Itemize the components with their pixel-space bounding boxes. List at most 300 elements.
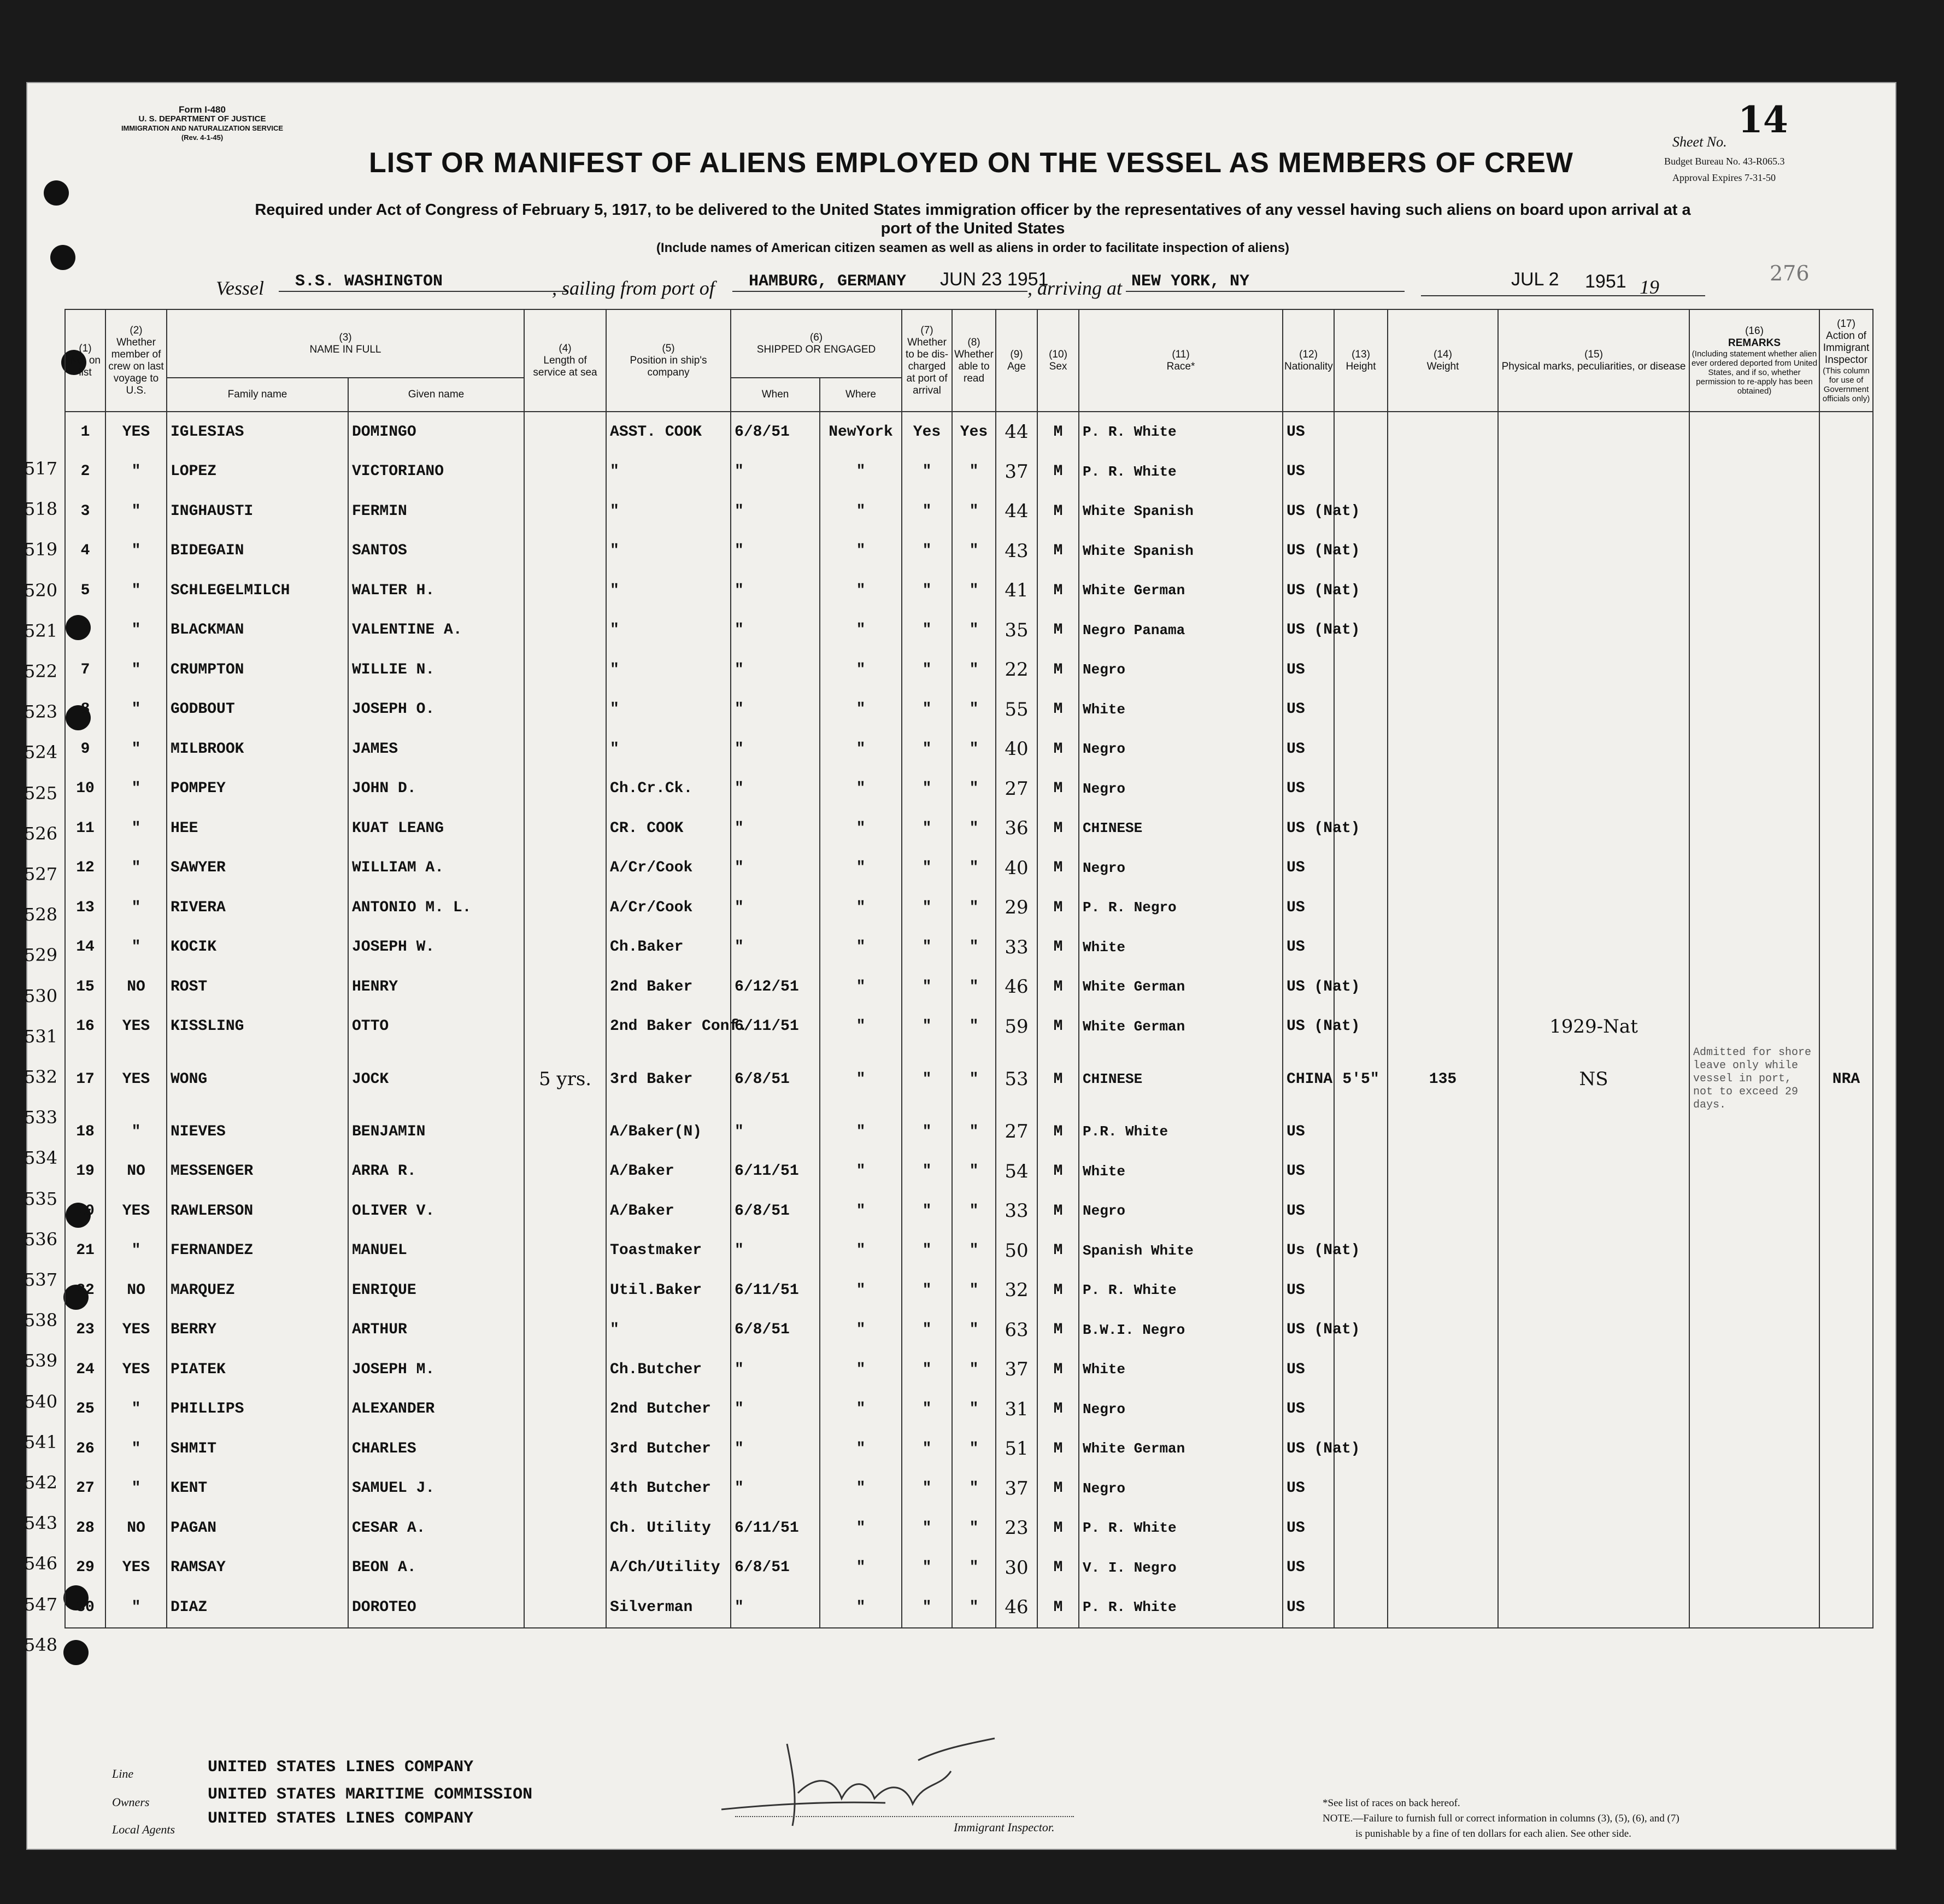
cell-nationality: US	[1283, 1270, 1334, 1310]
cell-inspector-action	[1819, 729, 1873, 769]
cell-nationality: US (Nat)	[1283, 571, 1334, 611]
cell-family-name: KISSLING	[167, 1007, 348, 1047]
cell-given-name: CHARLES	[348, 1429, 524, 1469]
margin-reference-number: 536	[24, 1228, 58, 1250]
cell-position: "	[606, 650, 731, 690]
crew-row	[65, 1152, 1873, 1192]
cell-given-name: JOSEPH O.	[348, 690, 524, 730]
cell-height	[1334, 1112, 1388, 1152]
cell-race: CHINESE	[1079, 1046, 1283, 1112]
cell-service-length	[524, 1152, 606, 1192]
cell-remarks	[1689, 452, 1819, 492]
cell-height	[1334, 690, 1388, 730]
cell-remarks	[1689, 888, 1819, 928]
cell-race: White Spanish	[1079, 531, 1283, 571]
cell-service-length	[524, 769, 606, 809]
cell-weight	[1388, 769, 1498, 809]
cell-race: P. R. White	[1079, 452, 1283, 492]
cell-physical-marks	[1498, 848, 1689, 888]
cell-given-name: VALENTINE A.	[348, 611, 524, 651]
cell-inspector-action	[1819, 1548, 1873, 1588]
cell-given-name: JOSEPH W.	[348, 928, 524, 968]
cell-nationality: US	[1283, 769, 1334, 809]
col-last-voyage-header: (2) Whether member of crew on last voyage to U.S.	[105, 309, 167, 412]
cell-service-length	[524, 690, 606, 730]
margin-reference-number: 520	[24, 579, 58, 601]
vessel-name: S.S. WASHINGTON	[279, 272, 568, 292]
cell-position: 3rd Baker	[606, 1046, 731, 1112]
cell-nationality: US	[1283, 1112, 1334, 1152]
crew-row	[65, 1310, 1873, 1350]
cell-nationality: US	[1283, 1390, 1334, 1430]
cell-age: 40	[996, 729, 1037, 769]
col-shipped-header: (6) SHIPPED OR ENGAGED	[731, 309, 902, 378]
cell-shipped-where: "	[820, 650, 902, 690]
cell-family-name: PIATEK	[167, 1350, 348, 1390]
cell-race: White German	[1079, 1429, 1283, 1469]
cell-physical-marks	[1498, 1429, 1689, 1469]
cell-shipped-when: "	[731, 928, 820, 968]
cell-sex: M	[1037, 491, 1079, 531]
cell-remarks	[1689, 1508, 1819, 1548]
cell-height	[1334, 888, 1388, 928]
margin-reference-number: 540	[24, 1391, 58, 1412]
cell-service-length	[524, 1231, 606, 1271]
arrival-port: NEW YORK, NY	[1126, 272, 1405, 292]
cell-shipped-where: "	[820, 1548, 902, 1588]
cell-shipped-where: "	[820, 848, 902, 888]
cell-remarks	[1689, 1390, 1819, 1430]
cell-position: "	[606, 729, 731, 769]
year-suffix: 19	[1640, 276, 1659, 298]
cell-inspector-action	[1819, 1191, 1873, 1231]
margin-reference-number: 539	[24, 1350, 58, 1372]
cell-shipped-when: 6/11/51	[731, 1508, 820, 1548]
cell-able-to-read: "	[952, 650, 996, 690]
cell-family-name: DIAZ	[167, 1587, 348, 1628]
cell-row-number: 7	[65, 650, 105, 690]
crew-row	[65, 769, 1873, 809]
crew-row	[65, 848, 1873, 888]
cell-position: "	[606, 1310, 731, 1350]
cell-family-name: FERNANDEZ	[167, 1231, 348, 1271]
cell-row-number: 13	[65, 888, 105, 928]
cell-given-name: ARTHUR	[348, 1310, 524, 1350]
cell-given-name: DOMINGO	[348, 412, 524, 452]
cell-service-length	[524, 491, 606, 531]
cell-race: White German	[1079, 967, 1283, 1007]
cell-remarks: Admitted for shore leave only while vessel in port, not to exceed 29 days.	[1689, 1046, 1819, 1112]
cell-last-voyage: NO	[105, 1508, 167, 1548]
cell-service-length	[524, 888, 606, 928]
crew-row	[65, 1390, 1873, 1430]
cell-sex: M	[1037, 967, 1079, 1007]
cell-shipped-when: "	[731, 1390, 820, 1430]
cell-physical-marks	[1498, 412, 1689, 452]
cell-age: 46	[996, 1587, 1037, 1628]
cell-able-to-read: "	[952, 1310, 996, 1350]
cell-nationality: US (Nat)	[1283, 967, 1334, 1007]
cell-nationality: US	[1283, 928, 1334, 968]
col-discharged-header: (7) Whether to be dis-charged at port of arrival	[902, 309, 952, 412]
cell-position: "	[606, 571, 731, 611]
cell-physical-marks	[1498, 1350, 1689, 1390]
cell-given-name: ARRA R.	[348, 1152, 524, 1192]
cell-weight	[1388, 1007, 1498, 1047]
cell-physical-marks	[1498, 1508, 1689, 1548]
cell-nationality: US	[1283, 888, 1334, 928]
crew-row	[65, 531, 1873, 571]
arrival-date-stamp: JUL 2	[1511, 269, 1559, 290]
cell-given-name: JOCK	[348, 1046, 524, 1112]
col-nationality-header: (12) Nationality	[1283, 309, 1334, 412]
cell-row-number: 4	[65, 531, 105, 571]
cell-given-name: MANUEL	[348, 1231, 524, 1271]
cell-weight	[1388, 967, 1498, 1007]
cell-weight: 135	[1388, 1046, 1498, 1112]
cell-position: 2nd Butcher	[606, 1390, 731, 1430]
cell-able-to-read: "	[952, 967, 996, 1007]
cell-nationality: US	[1283, 729, 1334, 769]
cell-able-to-read: "	[952, 690, 996, 730]
margin-reference-number: 535	[24, 1188, 58, 1209]
cell-age: 37	[996, 1469, 1037, 1509]
cell-physical-marks	[1498, 769, 1689, 809]
department: U. S. DEPARTMENT OF JUSTICE	[138, 114, 266, 124]
cell-family-name: PHILLIPS	[167, 1390, 348, 1430]
cell-shipped-where: "	[820, 1587, 902, 1628]
cell-shipped-where: "	[820, 1231, 902, 1271]
cell-race: P.R. White	[1079, 1112, 1283, 1152]
cell-remarks	[1689, 848, 1819, 888]
cell-shipped-when: 6/8/51	[731, 412, 820, 452]
crew-row	[65, 571, 1873, 611]
cell-position: A/Baker	[606, 1191, 731, 1231]
cell-service-length	[524, 1508, 606, 1548]
cell-weight	[1388, 690, 1498, 730]
cell-service-length	[524, 412, 606, 452]
cell-service-length	[524, 1587, 606, 1628]
cell-weight	[1388, 1469, 1498, 1509]
cell-race: White German	[1079, 571, 1283, 611]
cell-sex: M	[1037, 1007, 1079, 1047]
cell-last-voyage: YES	[105, 1310, 167, 1350]
col-action-header: (17) Action of Immigrant Inspector (This column for use of Government officials only)	[1819, 309, 1873, 412]
cell-sex: M	[1037, 1587, 1079, 1628]
crew-row	[65, 1231, 1873, 1271]
cell-family-name: SCHLEGELMILCH	[167, 571, 348, 611]
col-service-header: (4) Length of service at sea	[524, 309, 606, 412]
cell-discharged: "	[902, 1191, 952, 1231]
cell-physical-marks	[1498, 611, 1689, 651]
cell-position: 3rd Butcher	[606, 1429, 731, 1469]
punch-hole	[44, 180, 69, 206]
cell-physical-marks: NS	[1498, 1046, 1689, 1112]
cell-able-to-read: "	[952, 1007, 996, 1047]
cell-family-name: RAWLERSON	[167, 1191, 348, 1231]
cell-sex: M	[1037, 1350, 1079, 1390]
cell-last-voyage: NO	[105, 1270, 167, 1310]
margin-reference-number: 538	[24, 1310, 58, 1331]
cell-family-name: GODBOUT	[167, 690, 348, 730]
cell-remarks	[1689, 1310, 1819, 1350]
cell-row-number: 2	[65, 452, 105, 492]
cell-able-to-read: "	[952, 888, 996, 928]
cell-able-to-read: "	[952, 1152, 996, 1192]
cell-given-name: ALEXANDER	[348, 1390, 524, 1430]
cell-family-name: BLACKMAN	[167, 611, 348, 651]
cell-last-voyage: "	[105, 1429, 167, 1469]
manifest-title: LIST OR MANIFEST OF ALIENS EMPLOYED ON THE VESSEL AS MEMBERS OF CREW	[369, 147, 1573, 179]
cell-weight	[1388, 491, 1498, 531]
cell-nationality: US (Nat)	[1283, 491, 1334, 531]
cell-weight	[1388, 1112, 1498, 1152]
cell-discharged: "	[902, 531, 952, 571]
col-when-header: When	[731, 378, 820, 412]
crew-row	[65, 452, 1873, 492]
cell-race: Negro	[1079, 1390, 1283, 1430]
crew-row	[65, 809, 1873, 848]
cell-nationality: US (Nat)	[1283, 611, 1334, 651]
cell-last-voyage: "	[105, 888, 167, 928]
cell-inspector-action	[1819, 1152, 1873, 1192]
margin-reference-number: 521	[24, 620, 58, 641]
cell-discharged: "	[902, 967, 952, 1007]
cell-weight	[1388, 531, 1498, 571]
cell-race: P. R. White	[1079, 1508, 1283, 1548]
cell-given-name: WILLIE N.	[348, 650, 524, 690]
cell-last-voyage: YES	[105, 1548, 167, 1588]
cell-discharged: "	[902, 1112, 952, 1152]
cell-sex: M	[1037, 1270, 1079, 1310]
cell-service-length: 5 yrs.	[524, 1046, 606, 1112]
cell-last-voyage: "	[105, 1587, 167, 1628]
cell-shipped-when: 6/8/51	[731, 1548, 820, 1588]
cell-physical-marks	[1498, 1390, 1689, 1430]
cell-discharged: "	[902, 1152, 952, 1192]
cell-weight	[1388, 888, 1498, 928]
cell-shipped-when: "	[731, 571, 820, 611]
cell-able-to-read: "	[952, 809, 996, 848]
margin-reference-number: 532	[24, 1067, 58, 1087]
cell-shipped-where: "	[820, 1469, 902, 1509]
crew-row	[65, 1112, 1873, 1152]
cell-discharged: "	[902, 729, 952, 769]
cell-service-length	[524, 1270, 606, 1310]
cell-remarks	[1689, 650, 1819, 690]
cell-family-name: PAGAN	[167, 1508, 348, 1548]
cell-service-length	[524, 571, 606, 611]
cell-shipped-where: "	[820, 1191, 902, 1231]
margin-reference-number: 537	[24, 1269, 58, 1290]
cell-family-name: HEE	[167, 809, 348, 848]
cell-sex: M	[1037, 1548, 1079, 1588]
cell-service-length	[524, 1112, 606, 1152]
cell-given-name: VICTORIANO	[348, 452, 524, 492]
cell-remarks	[1689, 1007, 1819, 1047]
inspector-label: Immigrant Inspector.	[954, 1820, 1055, 1834]
cell-shipped-when: 6/8/51	[731, 1191, 820, 1231]
cell-physical-marks	[1498, 729, 1689, 769]
cell-able-to-read: "	[952, 1112, 996, 1152]
cell-weight	[1388, 412, 1498, 452]
cell-given-name: WALTER H.	[348, 571, 524, 611]
cell-able-to-read: "	[952, 452, 996, 492]
cell-shipped-where: "	[820, 690, 902, 730]
cell-position: 4th Butcher	[606, 1469, 731, 1509]
cell-shipped-where: "	[820, 531, 902, 571]
cell-age: 51	[996, 1429, 1037, 1469]
cell-able-to-read: "	[952, 1231, 996, 1271]
cell-row-number: 10	[65, 769, 105, 809]
cell-sex: M	[1037, 1310, 1079, 1350]
cell-position: ASST. COOK	[606, 412, 731, 452]
cell-given-name: JAMES	[348, 729, 524, 769]
cell-inspector-action	[1819, 611, 1873, 651]
cell-race: Spanish White	[1079, 1231, 1283, 1271]
cell-height	[1334, 1469, 1388, 1509]
cell-height	[1334, 928, 1388, 968]
cell-able-to-read: "	[952, 729, 996, 769]
cell-last-voyage: "	[105, 690, 167, 730]
cell-row-number: 25	[65, 1390, 105, 1430]
crew-row	[65, 1046, 1873, 1112]
cell-height	[1334, 452, 1388, 492]
cell-position: Silverman	[606, 1587, 731, 1628]
cell-family-name: RAMSAY	[167, 1548, 348, 1588]
cell-race: Negro Panama	[1079, 611, 1283, 651]
cell-sex: M	[1037, 1112, 1079, 1152]
cell-position: "	[606, 452, 731, 492]
cell-discharged: "	[902, 690, 952, 730]
cell-shipped-where: "	[820, 1270, 902, 1310]
cell-race: Negro	[1079, 848, 1283, 888]
cell-shipped-where: "	[820, 1350, 902, 1390]
cell-able-to-read: "	[952, 1469, 996, 1509]
cell-inspector-action	[1819, 848, 1873, 888]
cell-able-to-read: "	[952, 769, 996, 809]
cell-able-to-read: "	[952, 1350, 996, 1390]
cell-last-voyage: YES	[105, 1350, 167, 1390]
cell-race: P. R. White	[1079, 1587, 1283, 1628]
cell-family-name: RIVERA	[167, 888, 348, 928]
cell-weight	[1388, 1270, 1498, 1310]
cell-shipped-where: "	[820, 1310, 902, 1350]
cell-age: 33	[996, 928, 1037, 968]
cell-physical-marks	[1498, 1548, 1689, 1588]
cell-age: 46	[996, 967, 1037, 1007]
cell-shipped-when: "	[731, 1350, 820, 1390]
cell-sex: M	[1037, 452, 1079, 492]
cell-age: 55	[996, 690, 1037, 730]
margin-reference-number: 541	[24, 1431, 58, 1452]
line-value: UNITED STATES LINES COMPANY	[208, 1758, 474, 1777]
sheet-no-label: Sheet No.	[1672, 134, 1727, 150]
cell-inspector-action	[1819, 1310, 1873, 1350]
cell-weight	[1388, 1152, 1498, 1192]
manifest-subtitle-1: Required under Act of Congress of February 5, 1917, to be delivered to the United States immigration officer by the representatives of any vessel having such aliens on board upon arrival at a	[255, 201, 1691, 219]
cell-physical-marks	[1498, 888, 1689, 928]
cell-nationality: Us (Nat)	[1283, 1231, 1334, 1271]
cell-nationality: US (Nat)	[1283, 1429, 1334, 1469]
cell-nationality: US	[1283, 848, 1334, 888]
cell-sex: M	[1037, 1191, 1079, 1231]
cell-sex: M	[1037, 848, 1079, 888]
cell-family-name: BIDEGAIN	[167, 531, 348, 571]
cell-given-name: BEON A.	[348, 1548, 524, 1588]
cell-shipped-where: NewYork	[820, 412, 902, 452]
crew-row	[65, 1548, 1873, 1588]
cell-race: White Spanish	[1079, 491, 1283, 531]
crew-row	[65, 967, 1873, 1007]
col-family-name-header: Family name	[167, 378, 348, 412]
cell-age: 37	[996, 1350, 1037, 1390]
cell-last-voyage: NO	[105, 1152, 167, 1192]
cell-height	[1334, 1191, 1388, 1231]
cell-last-voyage: "	[105, 1231, 167, 1271]
cell-row-number: 3	[65, 491, 105, 531]
cell-row-number: 28	[65, 1508, 105, 1548]
cell-race: Negro	[1079, 1191, 1283, 1231]
cell-weight	[1388, 848, 1498, 888]
cell-given-name: JOHN D.	[348, 769, 524, 809]
cell-able-to-read: "	[952, 1548, 996, 1588]
cell-shipped-when: "	[731, 1231, 820, 1271]
cell-row-number: 29	[65, 1548, 105, 1588]
departure-port: HAMBURG, GERMANY	[732, 272, 1027, 292]
cell-family-name: LOPEZ	[167, 452, 348, 492]
cell-last-voyage: "	[105, 452, 167, 492]
cell-row-number: 30	[65, 1587, 105, 1628]
cell-inspector-action	[1819, 1112, 1873, 1152]
cell-last-voyage: "	[105, 650, 167, 690]
cell-age: 30	[996, 1548, 1037, 1588]
cell-able-to-read: "	[952, 531, 996, 571]
cell-shipped-where: "	[820, 571, 902, 611]
cell-age: 22	[996, 650, 1037, 690]
cell-position: "	[606, 491, 731, 531]
col-age-header: (9) Age	[996, 309, 1037, 412]
cell-nationality: US (Nat)	[1283, 1310, 1334, 1350]
cell-race: B.W.I. Negro	[1079, 1310, 1283, 1350]
cell-physical-marks	[1498, 571, 1689, 611]
cell-last-voyage: YES	[105, 1191, 167, 1231]
crew-row	[65, 1587, 1873, 1628]
cell-shipped-when: "	[731, 1429, 820, 1469]
margin-reference-number: 542	[24, 1472, 58, 1493]
cell-sex: M	[1037, 1390, 1079, 1430]
cell-given-name: SANTOS	[348, 531, 524, 571]
margin-reference-number: 531	[24, 1026, 58, 1047]
cell-race: Negro	[1079, 650, 1283, 690]
crew-row	[65, 1508, 1873, 1548]
cell-last-voyage: "	[105, 848, 167, 888]
cell-age: 54	[996, 1152, 1037, 1192]
cell-sex: M	[1037, 888, 1079, 928]
cell-weight	[1388, 928, 1498, 968]
cell-able-to-read: Yes	[952, 412, 996, 452]
cell-able-to-read: "	[952, 1508, 996, 1548]
cell-service-length	[524, 1191, 606, 1231]
cell-discharged: "	[902, 1007, 952, 1047]
cell-shipped-when: "	[731, 729, 820, 769]
cell-given-name: HENRY	[348, 967, 524, 1007]
cell-able-to-read: "	[952, 491, 996, 531]
cell-race: Negro	[1079, 769, 1283, 809]
cell-race: White	[1079, 1152, 1283, 1192]
cell-service-length	[524, 611, 606, 651]
cell-nationality: US	[1283, 412, 1334, 452]
